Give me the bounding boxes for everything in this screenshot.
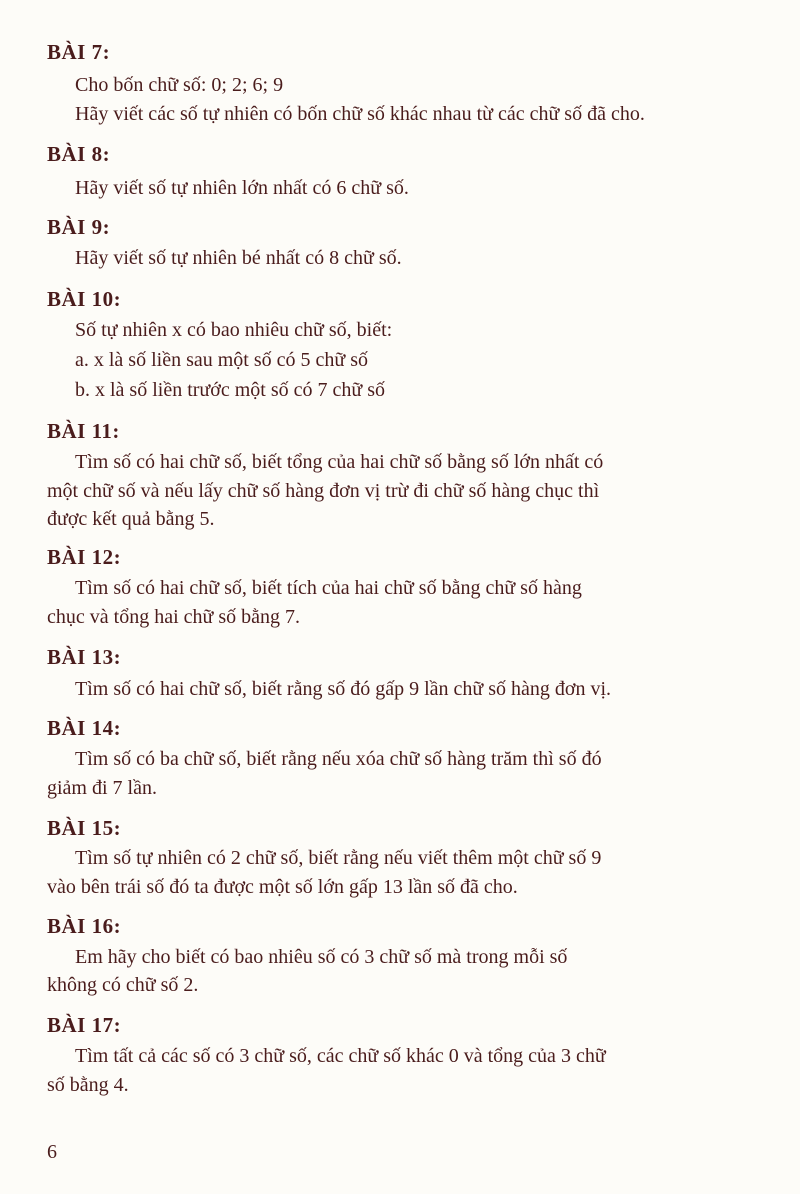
exercise-heading: BÀI 16: (47, 914, 122, 938)
exercise-line: Tìm số có hai chữ số, biết tích của hai chữ số bằng chữ số hàng (75, 577, 582, 599)
exercise-heading: BÀI 9: (47, 215, 111, 239)
exercise-line: Hãy viết các số tự nhiên có bốn chữ số khác nhau từ các chữ số đã cho. (75, 103, 645, 125)
exercise-line: Tìm số tự nhiên có 2 chữ số, biết rằng nếu viết thêm một chữ số 9 (75, 847, 602, 869)
exercise-line: số bằng 4. (47, 1074, 129, 1096)
exercise-line: vào bên trái số đó ta được một số lớn gấp 13 lần số đã cho. (47, 876, 518, 898)
exercise-line: Cho bốn chữ số: 0; 2; 6; 9 (75, 74, 284, 96)
exercise-line: Hãy viết số tự nhiên lớn nhất có 6 chữ số. (75, 177, 409, 199)
exercise-line: Số tự nhiên x có bao nhiêu chữ số, biết: (75, 319, 393, 341)
exercise-line: giảm đi 7 lần. (47, 777, 157, 799)
exercise-line: a. x là số liền sau một số có 5 chữ số (75, 349, 369, 371)
exercise-line: Tìm số có hai chữ số, biết tổng của hai chữ số bằng số lớn nhất có (75, 451, 604, 473)
exercise-line: được kết quả bằng 5. (47, 508, 215, 530)
exercise-line: không có chữ số 2. (47, 974, 199, 996)
exercise-line: Em hãy cho biết có bao nhiêu số có 3 chữ số mà trong mỗi số (75, 946, 568, 968)
exercise-line: Hãy viết số tự nhiên bé nhất có 8 chữ số. (75, 247, 402, 269)
exercise-line: Tìm số có hai chữ số, biết rằng số đó gấp 9 lần chữ số hàng đơn vị. (75, 678, 612, 700)
exercise-line: Tìm số có ba chữ số, biết rằng nếu xóa chữ số hàng trăm thì số đó (75, 748, 602, 770)
page-number: 6 (47, 1141, 57, 1163)
exercise-heading: BÀI 17: (47, 1013, 122, 1037)
exercise-heading: BÀI 7: (47, 40, 111, 64)
exercise-line: b. x là số liền trước một số có 7 chữ số (75, 379, 385, 401)
exercise-line: Tìm tất cả các số có 3 chữ số, các chữ số khác 0 và tổng của 3 chữ (75, 1045, 606, 1067)
exercise-heading: BÀI 14: (47, 716, 122, 740)
exercise-heading: BÀI 13: (47, 645, 122, 669)
exercise-line: chục và tổng hai chữ số bằng 7. (47, 606, 300, 628)
exercise-heading: BÀI 15: (47, 816, 122, 840)
exercise-line: một chữ số và nếu lấy chữ số hàng đơn vị trừ đi chữ số hàng chục thì (47, 480, 600, 502)
exercise-heading: BÀI 12: (47, 545, 122, 569)
exercise-heading: BÀI 10: (47, 287, 122, 311)
exercise-heading: BÀI 11: (47, 419, 120, 443)
exercise-heading: BÀI 8: (47, 142, 111, 166)
